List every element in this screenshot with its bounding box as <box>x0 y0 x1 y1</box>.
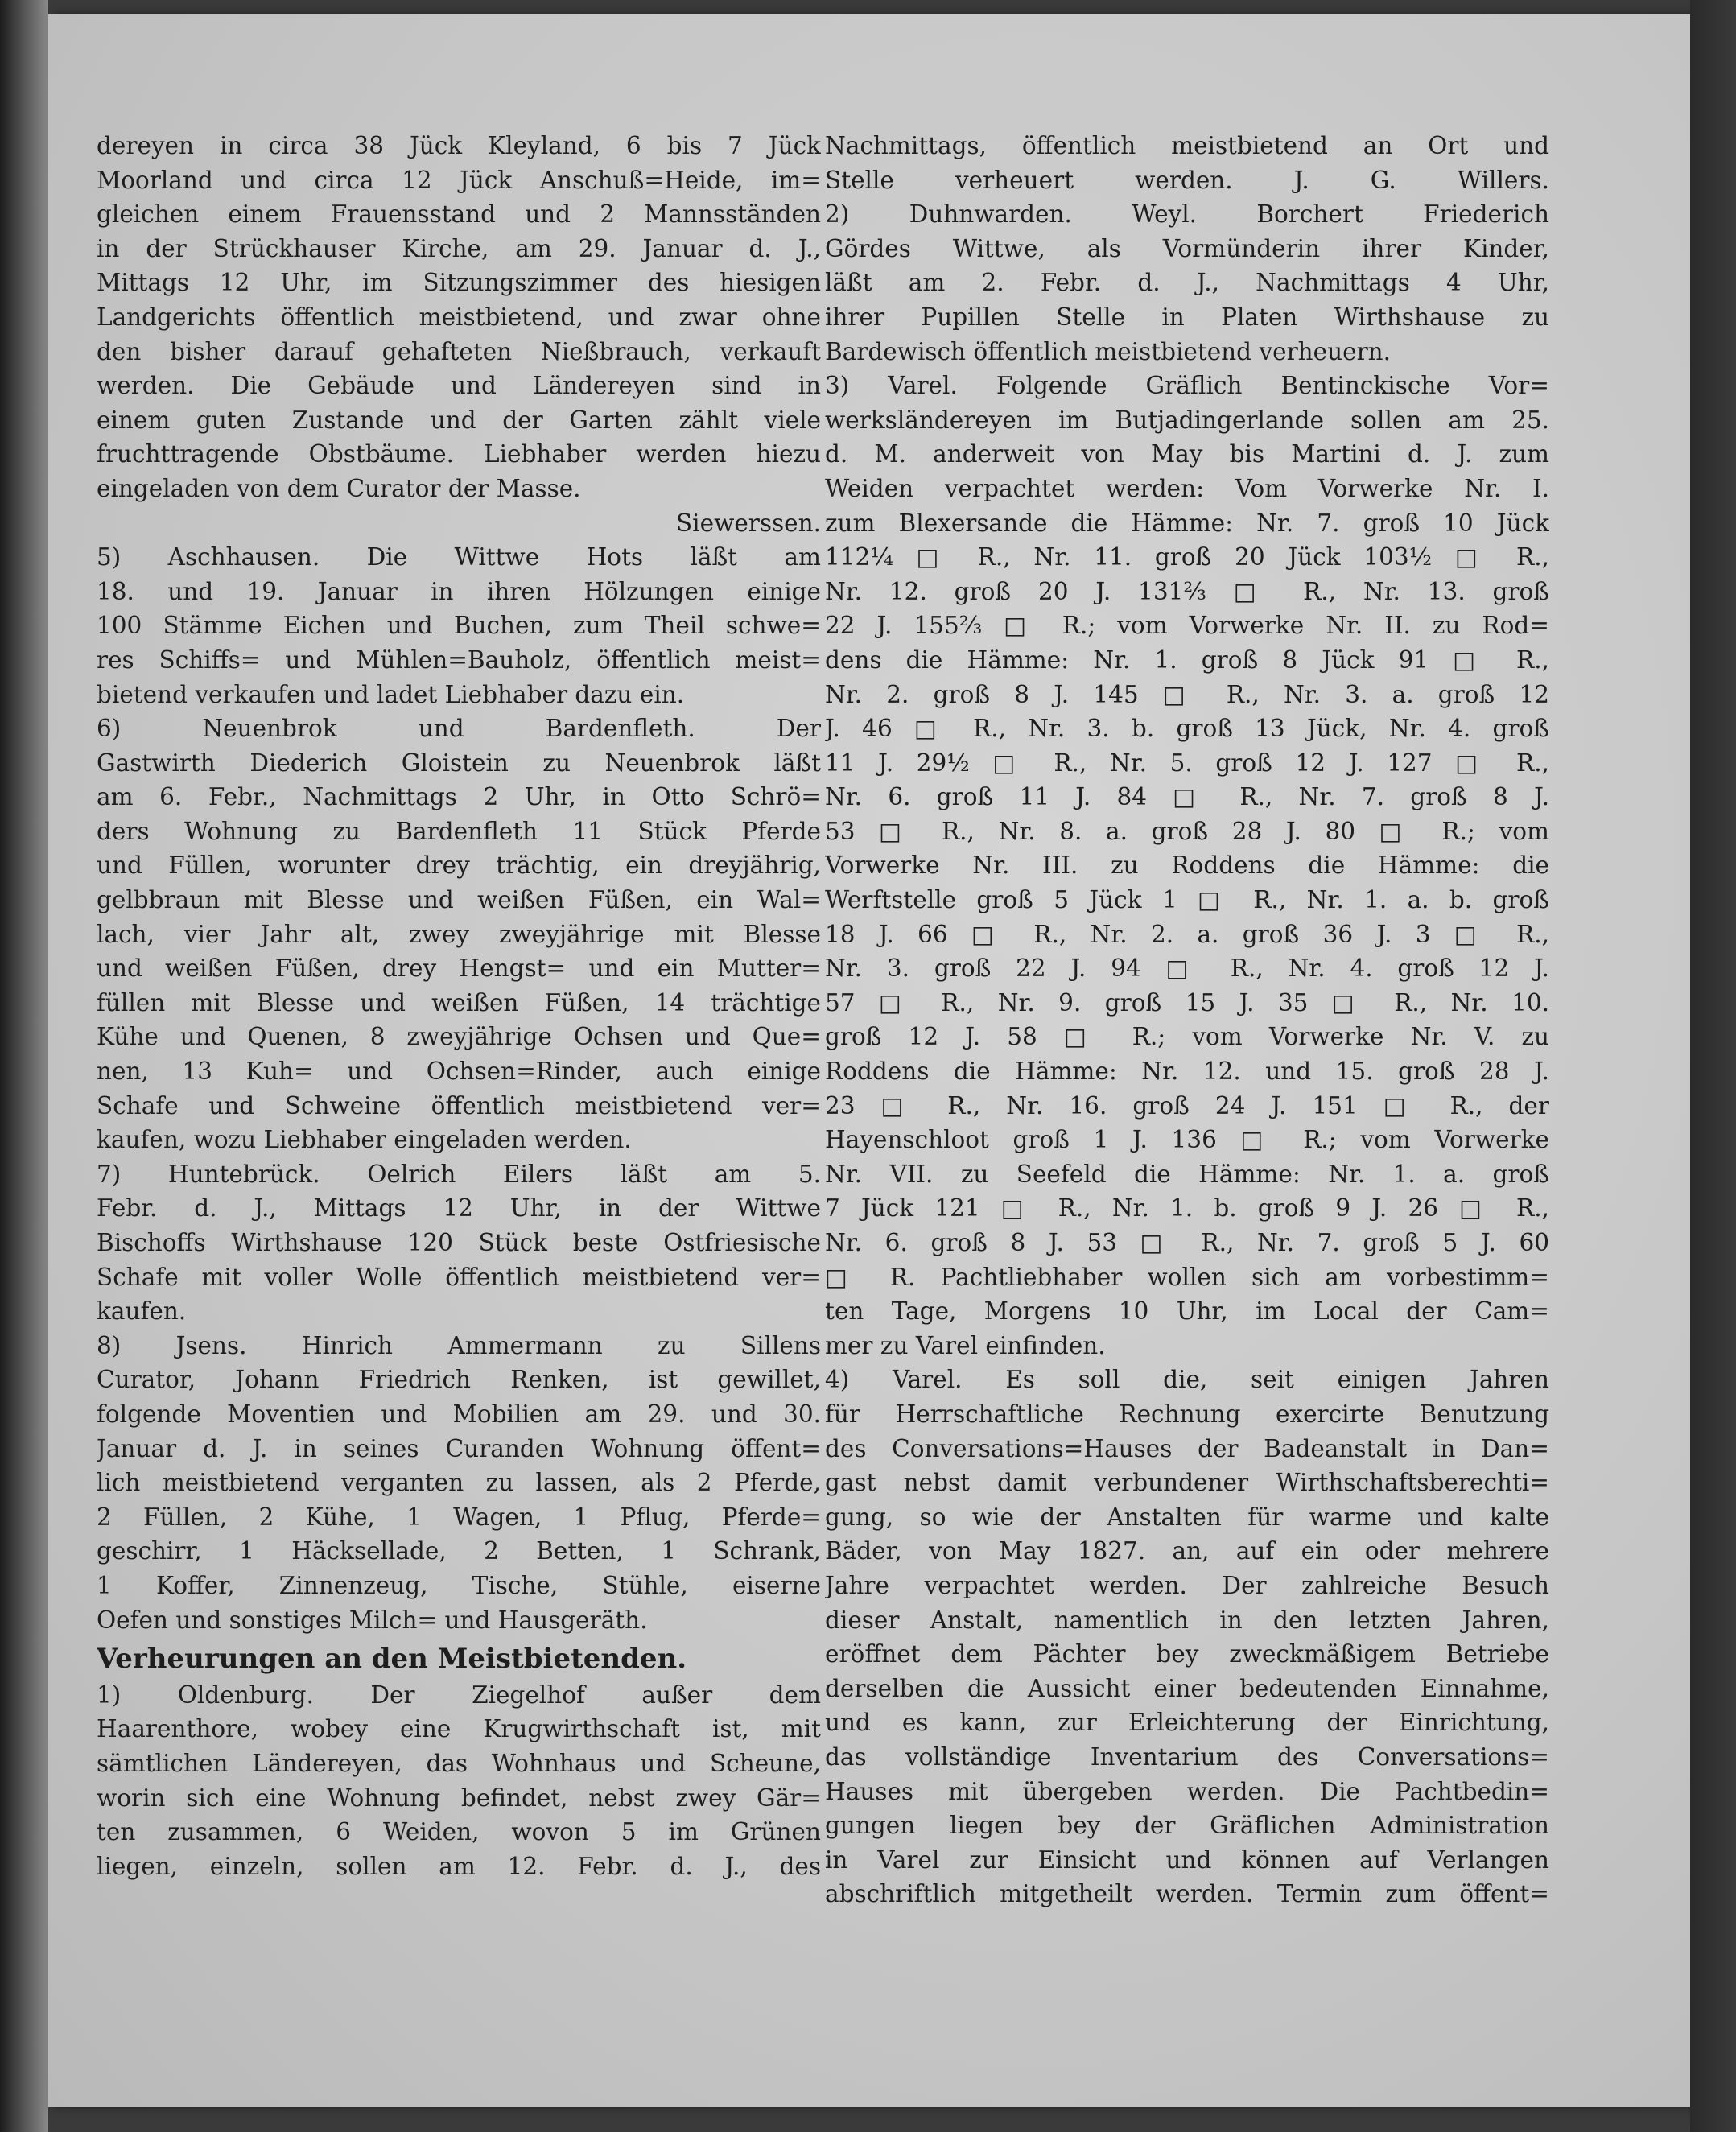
text-line: 7) Huntebrück. Oelrich Eilers läßt am 5. <box>97 1160 821 1188</box>
text-line: ten Tage, Morgens 10 Uhr, im Local der Cam= <box>825 1297 1549 1326</box>
text-line: 100 Stämme Eichen und Buchen, zum Theil schwe= <box>97 612 821 640</box>
text-line: eröffnet dem Pächter bey zweckmäßigem Betriebe <box>825 1640 1549 1668</box>
text-line: Januar d. J. in seines Curanden Wohnung öffent= <box>97 1434 821 1462</box>
text-line: d. M. anderweit von May bis Martini d. J. zum <box>825 440 1549 468</box>
text-line: Stelle verheuert werden. J. G. Willers. <box>825 166 1549 194</box>
text-line: Mittags 12 Uhr, im Sitzungszimmer des hiesigen <box>97 269 821 297</box>
text-line: 5) Aschhausen. Die Wittwe Hots läßt am <box>97 543 821 571</box>
text-line: dereyen in circa 38 Jück Kleyland, 6 bis 7 Jück <box>97 132 821 159</box>
text-line: liegen, einzeln, sollen am 12. Febr. d. J., des <box>97 1852 821 1880</box>
text-line: Siewerssen. <box>675 509 821 537</box>
text-line: Haarenthore, wobey eine Krugwirthschaft ist, mit <box>97 1715 821 1743</box>
text-line: Gördes Wittwe, als Vormünderin ihrer Kinder, <box>825 234 1549 262</box>
book-spine <box>0 0 48 2132</box>
text-line: 6) Neuenbrok und Bardenfleth. Der <box>97 715 821 743</box>
text-line: Hauses mit übergeben werden. Die Pachtbedin= <box>825 1777 1549 1805</box>
text-line: Kühe und Quenen, 8 zweyjährige Ochsen und Que= <box>97 1023 821 1051</box>
text-line: 2 Füllen, 2 Kühe, 1 Wagen, 1 Pflug, Pferde= <box>97 1503 821 1531</box>
text-line: 7 Jück 121 □ R., Nr. 1. b. groß 9 J. 26 □ R., <box>825 1194 1549 1223</box>
text-line: Nr. 6. groß 8 J. 53 □ R., Nr. 7. groß 5 J. 60 <box>825 1229 1549 1256</box>
text-line: sämtlichen Ländereyen, das Wohnhaus und Scheune, <box>97 1749 821 1777</box>
text-line: gast nebst damit verbundener Wirthschaftsberechti= <box>825 1469 1549 1497</box>
text-line: worin sich eine Wohnung befindet, nebst zwey Gär= <box>97 1784 821 1812</box>
text-line: Nr. VII. zu Seefeld die Hämme: Nr. 1. a. groß <box>825 1160 1549 1188</box>
text-line: geschirr, 1 Häcksellade, 2 Betten, 1 Schrank, <box>97 1537 821 1565</box>
text-line: dens die Hämme: Nr. 1. groß 8 Jück 91 □ R., <box>825 645 1549 674</box>
text-line: Bäder, von May 1827. an, auf ein oder mehrere <box>825 1537 1549 1565</box>
text-line: 8) Jsens. Hinrich Ammermann zu Sillens <box>97 1331 821 1359</box>
right-text-column <box>825 129 1549 1911</box>
text-line: Bischoffs Wirthshause 120 Stück beste Ostfriesische <box>97 1229 821 1256</box>
text-line: werksländereyen im Butjadingerlande sollen am 25. <box>825 406 1549 434</box>
text-line: kaufen. <box>97 1297 187 1326</box>
page-edge <box>1690 0 1736 2132</box>
text-line: am 6. Febr., Nachmittags 2 Uhr, in Otto Schrö= <box>97 783 821 811</box>
text-line: Bardewisch öffentlich meistbietend verheuern. <box>825 337 1392 365</box>
text-line: und weißen Füßen, drey Hengst= und ein Mutter= <box>97 955 821 983</box>
text-line: 18 J. 66 □ R., Nr. 2. a. groß 36 J. 3 □ R., <box>825 920 1549 948</box>
text-line: 2) Duhnwarden. Weyl. Borchert Friederich <box>825 200 1549 229</box>
text-line: Gastwirth Diederich Gloistein zu Neuenbrok läßt <box>97 748 821 777</box>
text-line: Moorland und circa 12 Jück Anschuß=Heide, im= <box>97 166 821 194</box>
text-line: lich meistbietend verganten zu lassen, als 2 Pferde, <box>97 1469 821 1497</box>
text-line: 23 □ R., Nr. 16. groß 24 J. 151 □ R., der <box>825 1091 1549 1120</box>
text-line: lach, vier Jahr alt, zwey zweyjährige mit Blesse <box>97 920 821 948</box>
text-line: folgende Moventien und Mobilien am 29. und 30. <box>97 1400 821 1428</box>
text-line: eingeladen von dem Curator der Masse. <box>97 474 581 502</box>
text-line: bietend verkaufen und ladet Liebhaber dazu ein. <box>97 680 685 708</box>
text-line: für Herrschaftliche Rechnung exercirte Benutzung <box>825 1400 1549 1428</box>
text-line: 57 □ R., Nr. 9. groß 15 J. 35 □ R., Nr. 10. <box>825 988 1549 1017</box>
text-line: 1 Koffer, Zinnenzeug, Tische, Stühle, eiserne <box>97 1571 821 1599</box>
text-line: in Varel zur Einsicht und können auf Verlangen <box>825 1845 1549 1874</box>
text-line: mer zu Varel einfinden. <box>825 1331 1106 1359</box>
text-line: dieser Anstalt, namentlich in den letzten Jahren, <box>825 1606 1549 1634</box>
text-line: Nr. 6. groß 11 J. 84 □ R., Nr. 7. groß 8 J. <box>825 783 1549 811</box>
text-line: nen, 13 Kuh= und Ochsen=Rinder, auch einige <box>97 1058 821 1086</box>
text-line: ten zusammen, 6 Weiden, wovon 5 im Grünen <box>97 1818 821 1846</box>
text-line: Oefen und sonstiges Milch= und Hausgeräth. <box>97 1606 648 1634</box>
text-line: ders Wohnung zu Bardenfleth 11 Stück Pferde <box>97 817 821 845</box>
text-line: einem guten Zustande und der Garten zählt viele <box>97 406 821 434</box>
text-line: 18. und 19. Januar in ihren Hölzungen einige <box>97 577 821 605</box>
text-line: gelbbraun mit Blesse und weißen Füßen, ein Wal= <box>97 886 821 914</box>
text-line: Nr. 3. groß 22 J. 94 □ R., Nr. 4. groß 12 J. <box>825 955 1549 983</box>
text-line: gleichen einem Frauensstand und 2 Mannsständen <box>97 200 821 229</box>
text-line: Curator, Johann Friedrich Renken, ist gewillet, <box>97 1366 821 1394</box>
text-line: gung, so wie der Anstalten für warme und kalte <box>825 1503 1549 1531</box>
text-line: 22 J. 155⅔ □ R.; vom Vorwerke Nr. II. zu Rod= <box>825 612 1549 640</box>
text-line: □ R. Pachtliebhaber wollen sich am vorbestimm= <box>825 1263 1549 1291</box>
text-line: 1) Oldenburg. Der Ziegelhof außer dem <box>97 1680 821 1709</box>
document-page <box>48 14 1690 2107</box>
text-line: den bisher darauf gehafteten Nießbrauch, verkauft <box>97 337 821 365</box>
text-line: das vollständige Inventarium des Conversations= <box>825 1742 1549 1771</box>
text-line: Jahre verpachtet werden. Der zahlreiche Besuch <box>825 1571 1549 1599</box>
text-line: Hayenschloot groß 1 J. 136 □ R.; vom Vorwerke <box>825 1126 1549 1154</box>
text-line: derselben die Aussicht einer bedeutenden Einnahme, <box>825 1674 1549 1702</box>
section-heading: Verheurungen an den Meistbietenden. <box>97 1643 687 1676</box>
text-line: Werftstelle groß 5 Jück 1 □ R., Nr. 1. a. b. groß <box>825 886 1549 914</box>
text-line: werden. Die Gebäude und Ländereyen sind in <box>97 372 821 400</box>
text-line: abschriftlich mitgetheilt werden. Termin zum öffent= <box>825 1880 1549 1908</box>
text-line: 11 J. 29½ □ R., Nr. 5. groß 12 J. 127 □ R., <box>825 748 1549 777</box>
text-line: zum Blexersande die Hämme: Nr. 7. groß 10 Jück <box>825 509 1549 537</box>
text-line: und es kann, zur Erleichterung der Einrichtung, <box>825 1709 1549 1737</box>
text-line: in der Strückhauser Kirche, am 29. Januar d. J., <box>97 234 821 262</box>
text-line: Weiden verpachtet werden: Vom Vorwerke Nr. I. <box>825 474 1549 502</box>
text-line: Roddens die Hämme: Nr. 12. und 15. groß 28 J. <box>825 1058 1549 1086</box>
text-line: 4) Varel. Es soll die, seit einigen Jahren <box>825 1366 1549 1394</box>
text-line: 112¼ □ R., Nr. 11. groß 20 Jück 103½ □ R., <box>825 543 1549 571</box>
text-line: Nr. 2. groß 8 J. 145 □ R., Nr. 3. a. groß 12 <box>825 680 1549 708</box>
text-line: Nr. 12. groß 20 J. 131⅔ □ R., Nr. 13. groß <box>825 577 1549 605</box>
text-line: des Conversations=Hauses der Badeanstalt in Dan= <box>825 1434 1549 1462</box>
text-line: Nachmittags, öffentlich meistbietend an Ort und <box>825 132 1549 159</box>
text-line: Landgerichts öffentlich meistbietend, und zwar ohne <box>97 303 821 331</box>
text-line: gungen liegen bey der Gräflichen Administration <box>825 1812 1549 1840</box>
text-line: ihrer Pupillen Stelle in Platen Wirthshause zu <box>825 303 1549 331</box>
text-line: füllen mit Blesse und weißen Füßen, 14 trächtige <box>97 988 821 1017</box>
text-line: J. 46 □ R., Nr. 3. b. groß 13 Jück, Nr. 4. groß <box>825 715 1549 743</box>
text-line: und Füllen, worunter drey trächtig, ein dreyjährig, <box>97 852 821 880</box>
text-line: Schafe mit voller Wolle öffentlich meistbietend ver= <box>97 1263 821 1291</box>
text-line: res Schiffs= und Mühlen=Bauholz, öffentlich meist= <box>97 645 821 674</box>
text-line: groß 12 J. 58 □ R.; vom Vorwerke Nr. V. zu <box>825 1023 1549 1051</box>
text-line: Febr. d. J., Mittags 12 Uhr, in der Wittwe <box>97 1194 821 1223</box>
text-line: kaufen, wozu Liebhaber eingeladen werden. <box>97 1126 632 1154</box>
left-text-column <box>97 129 821 1883</box>
text-line: Schafe und Schweine öffentlich meistbietend ver= <box>97 1091 821 1120</box>
text-line: Vorwerke Nr. III. zu Roddens die Hämme: die <box>825 852 1549 880</box>
text-line: fruchttragende Obstbäume. Liebhaber werden hiezu <box>97 440 821 468</box>
text-line: 53 □ R., Nr. 8. a. groß 28 J. 80 □ R.; vom <box>825 817 1549 845</box>
text-line: 3) Varel. Folgende Gräflich Bentinckische Vor= <box>825 372 1549 400</box>
text-line: läßt am 2. Febr. d. J., Nachmittags 4 Uhr, <box>825 269 1549 297</box>
